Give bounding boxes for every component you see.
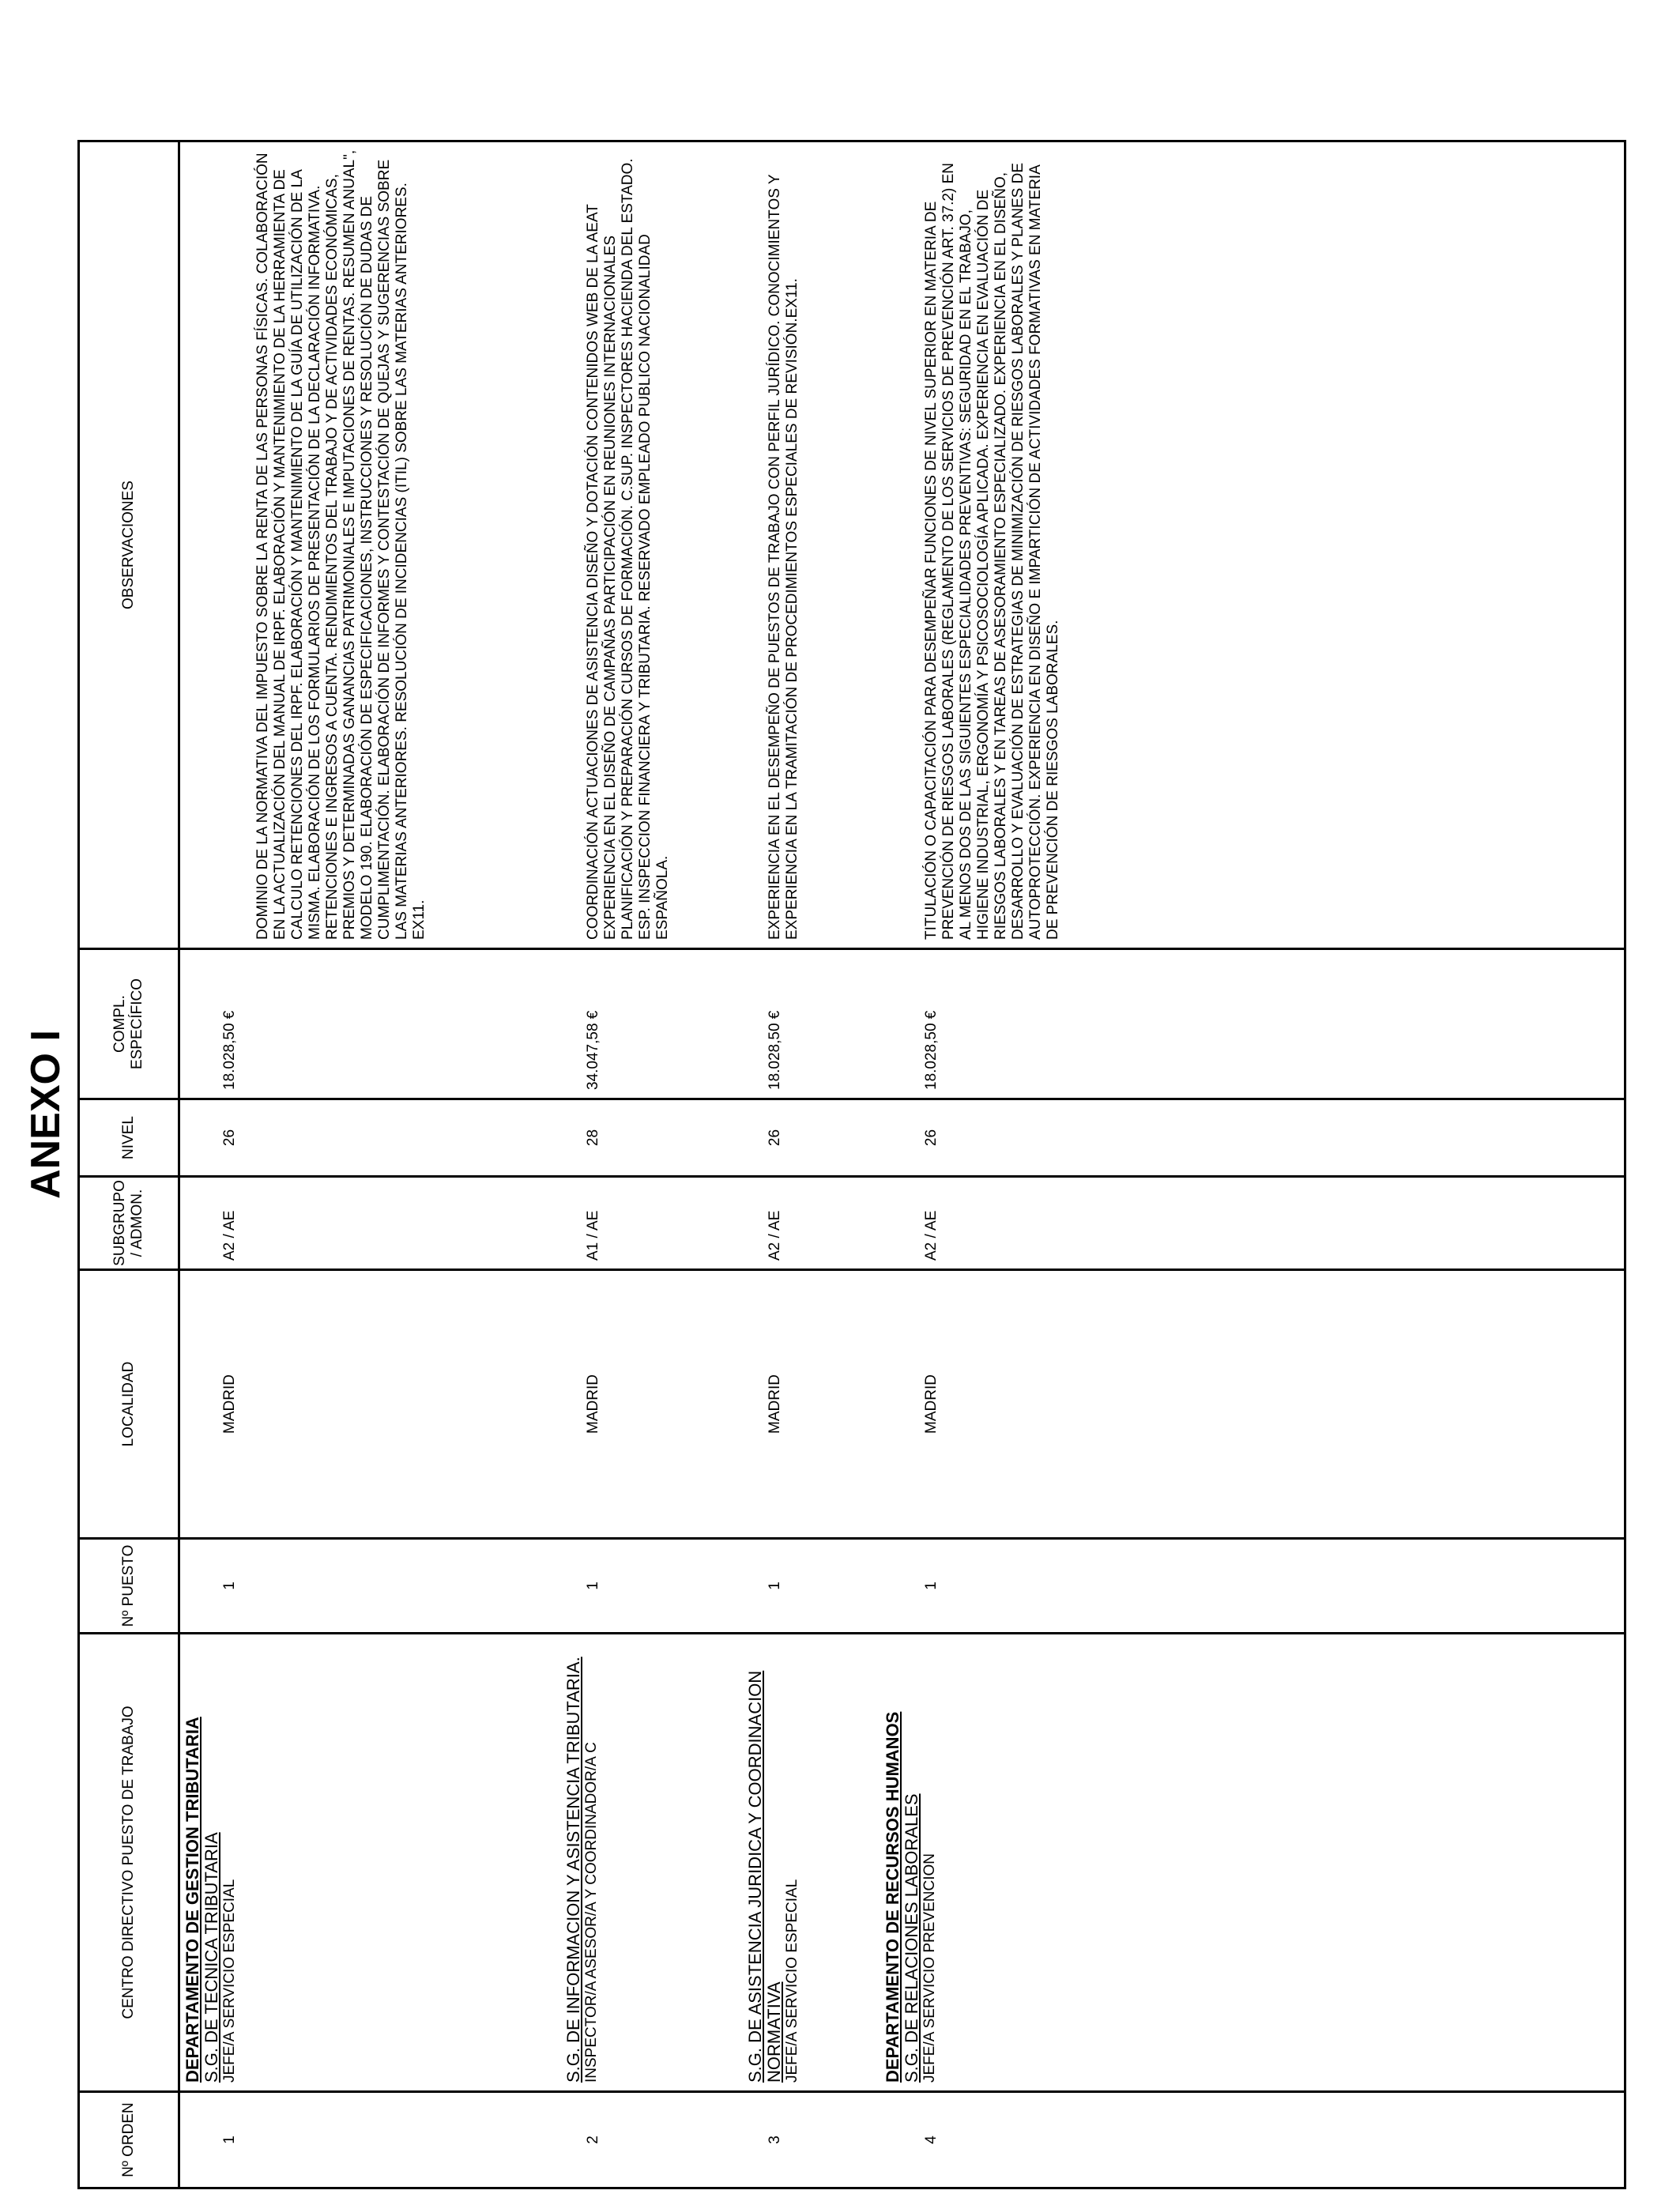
compl-column (179, 949, 1625, 1099)
orden-column (179, 2092, 1625, 2188)
department-heading: DEPARTAMENTO DE RECURSOS HUMANOS (883, 1711, 902, 2083)
row-1-centro (183, 1638, 239, 2083)
obs-1: DOMINIO DE LA NORMATIVA DEL IMPUESTO SOBRE LA RENTA DE LAS PERSONAS FÍSICAS. COLABORACIÓN EN LA ACTUALIZACIÓN DEL MANUAL DE IRPF. ELABORACIÓN Y MANTENIMIENTO DE LA HERRAMIENTA DE CALCULO RETENCIONES DEL IRPF. ELABORACIÓN Y MANTENIMIENTO DE LA GUÍA DE UTILIZACIÓN DE LA MISMA. ELABORACIÓN DE LOS FORMULARIOS DE PRESENTACIÓN DE LA DECLARACIÓN INFORMATIVA. RETENCIONES E INGRESOS A CUENTA. RENDIMIENTOS DEL TRABAJO Y DE ACTIVIDADES ECONÓMICAS, PREMIOS Y DETERMINADAS GANANCIAS PATRIMONIALES E IMPUTACIONES DE RENTAS. RESUMEN ANUAL", MODELO 190. ELABORACIÓN DE ESPECIFICACIONES, INSTRUCCIONES Y RESOLUCIÓN DE DUDAS DE CUMPLIMENTACIÓN. ELABORACIÓN DE INFORMES Y CONTESTACIÓN DE QUEJAS Y SUGERENCIAS SOBRE LAS MATERIAS ANTERIORES. RESOLUCIÓN DE INCIDENCIAS (ITIL) SOBRE LAS MATERIAS ANTERIORES. EX11. (254, 149, 428, 940)
subdirection-heading: S.G. DE ASISTENCIA JURIDICA Y COORDINACION NORMATIVA (745, 1670, 784, 2083)
centro-column (179, 1634, 1625, 2092)
compl-3: 18.028,50 € (767, 1010, 783, 1090)
nivel-1: 26 (221, 1129, 238, 1147)
puesto-2: 1 (585, 1581, 601, 1590)
job-title: JEFE/A SERVICIO ESPECIAL (221, 1879, 238, 2083)
table-body-row (179, 141, 1625, 2188)
anexo-table-sheet (77, 149, 1626, 2189)
compl-2: 34.047,58 € (585, 1010, 601, 1090)
subdirection-heading: S.G. DE TECNICA TRIBUTARIA (202, 1832, 221, 2083)
orden-4: 4 (923, 2136, 940, 2144)
subgrupo-2: A1 / AE (585, 1210, 601, 1261)
subgrupo-1: A2 / AE (221, 1210, 238, 1261)
localidad-3: MADRID (767, 1374, 783, 1434)
page-title: ANEXO I (23, 1030, 69, 1199)
puesto-1: 1 (221, 1581, 238, 1590)
department-heading: DEPARTAMENTO DE GESTION TRIBUTARIA (183, 1717, 202, 2083)
nivel-4: 26 (923, 1129, 940, 1147)
obs-column (179, 141, 1625, 949)
obs-4: TITULACIÓN O CAPACITACIÓN PARA DESEMPEÑAR FUNCIONES DE NIVEL SUPERIOR EN MATERIA DE PREVENCIÓN DE RIESGOS LABORALES (REGLAMENTO DE LOS SERVICIOS DE PREVENCIÓN ART. 37.2) EN AL MENOS DOS DE LAS SIGUIENTES ESPECIALIDADES PREVENTIVAS: SEGURIDAD EN EL TRABAJO, HIGIENE INDUSTRIAL, ERGONOMÍA Y PSICOSOCIOLOGÍA APLICADA. EXPERIENCIA EN EVALUACIÓN DE RIESGOS LABORALES Y EN TAREAS DE ASESORAMIENTO ESPECIALIZADO. EXPERIENCIA EN EL DISEÑO, DESARROLLO Y EVALUACIÓN DE ESTRATEGIAS DE MINIMIZACIÓN DE RIESGOS LABORALES Y PLANES DE AUTOPROTECCIÓN. EXPERIENCIA EN DISEÑO E IMPARTICIÓN DE ACTIVIDADES FORMATIVAS EN MATERIA DE PREVENCIÓN DE RIESGOS LABORALES. (923, 163, 1061, 940)
subgrupo-4: A2 / AE (923, 1210, 940, 1261)
compl-1: 18.028,50 € (221, 1010, 238, 1090)
subgrupo-column (179, 1177, 1625, 1270)
obs-2: COORDINACIÓN ACTUACIONES DE ASISTENCIA DISEÑO Y DOTACIÓN CONTENIDOS WEB DE LA AEAT EXPERIENCIA EN EL DISEÑO DE CAMPAÑAS PARTICIPACIÓN EN REUNIONES INTERNACIONALES PLANIFICACIÓN Y PREPARACIÓN CURSOS DE FORMACIÓN. C.SUP. INSPECTORES HACIENDA DEL ESTADO. ESP. INSPECCION FINANCIERA Y TRIBUTARIA. RESERVADO EMPLEADO PUBLICO NACIONALIDAD ESPAÑOLA. (585, 158, 671, 940)
nivel-2: 28 (585, 1129, 601, 1147)
header-row (79, 141, 179, 2188)
subdirection-heading: S.G. DE INFORMACION Y ASISTENCIA TRIBUTARIA. (563, 1657, 583, 2083)
compl-4: 18.028,50 € (923, 1010, 940, 1090)
row-2-centro (564, 1638, 601, 2083)
col-header-orden: Nº ORDEN (79, 2092, 179, 2188)
col-header-nivel: NIVEL (79, 1099, 179, 1177)
nivel-column (179, 1099, 1625, 1177)
row-3-centro (746, 1638, 801, 2083)
anexo-table (77, 140, 1626, 2189)
col-header-localidad: LOCALIDAD (79, 1270, 179, 1539)
job-title: INSPECTOR/A ASESOR/A Y COORDINADOR/A C (583, 1742, 600, 2083)
localidad-4: MADRID (923, 1374, 940, 1434)
orden-3: 3 (767, 2136, 783, 2144)
col-header-subgrupo: SUBGRUPO / ADMON. (79, 1177, 179, 1270)
col-header-compl: COMPL. ESPECÍFICO (79, 949, 179, 1099)
col-header-obs: OBSERVACIONES (79, 141, 179, 949)
col-header-centro: CENTRO DIRECTIVO PUESTO DE TRABAJO (79, 1634, 179, 2092)
row-4-centro (883, 1638, 939, 2083)
orden-2: 2 (585, 2136, 601, 2144)
localidad-column (179, 1270, 1625, 1539)
subdirection-heading: S.G. DE RELACIONES LABORALES (902, 1793, 921, 2083)
col-header-puesto: Nº PUESTO (79, 1539, 179, 1634)
localidad-1: MADRID (221, 1374, 238, 1434)
subgrupo-3: A2 / AE (767, 1210, 783, 1261)
nivel-3: 26 (767, 1129, 783, 1147)
localidad-2: MADRID (585, 1374, 601, 1434)
puesto-column (179, 1539, 1625, 1634)
job-title: JEFE/A SERVICIO PREVENCION (921, 1853, 938, 2083)
orden-1: 1 (221, 2136, 238, 2144)
job-title: JEFE/A SERVICIO ESPECIAL (784, 1879, 800, 2083)
puesto-4: 1 (923, 1581, 940, 1590)
puesto-3: 1 (767, 1581, 783, 1590)
obs-3: EXPERIENCIA EN EL DESEMPEÑO DE PUESTOS DE TRABAJO CON PERFIL JURÍDICO. CONOCIMIENTOS Y EXPERIENCIA EN LA TRAMITACIÓN DE PROCEDIMIENTOS ESPECIALES DE REVISIÓN.EX11. (767, 174, 800, 940)
